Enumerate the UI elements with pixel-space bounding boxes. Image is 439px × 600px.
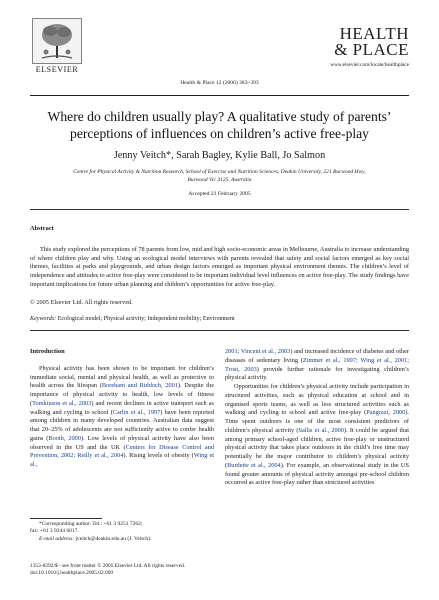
citation-link[interactable]: Sallis et al., 2000: [298, 426, 344, 434]
keywords-list: Ecological model; Physical activity; Independent mobility; Environment: [56, 316, 235, 322]
abstract-text: This study explored the perceptions of 78 parents from low, mid and high socio-economic areas in Melbourne, Australia to increase understanding of where children play and why. Using an ecological model interviews with parents revealed that safety and social factors emerged as key social themes, facilities at parks and playgrounds, and urban design factors emerged as important physical environment themes. The children’s level of independence and attitudes to active free-play were considered to be important individual level influences on active free-play. The study findings have important implications for future urban planning and children’s opportunities for active free-play.: [30, 246, 409, 288]
citation-link[interactable]: Zimmet et al., 1997; Wing et al., 2001; Trost, 2003: [225, 356, 410, 373]
text-run: ). Rising levels of obesity (: [123, 452, 194, 460]
title-line-2: perceptions of influences on children’s active free-play: [70, 126, 369, 141]
text-run: ) have been reported among children in many developed countries. Australian data suggest that 20–25% of adolescents are not sufficiently active to confer health gains (: [30, 408, 214, 442]
text-run: Opportunities for children’s physical activity include participation in structured activities, such as physical education at school and in organised sports teams, as well as less structured activities such as walking and cycling to school and active free-play (: [225, 383, 409, 417]
footnote-line-1: *Corresponding author. Tel.: +61 3 9251 7262;: [39, 521, 143, 527]
keywords-label: Keywords:: [30, 316, 57, 322]
citation-link[interactable]: 2001; Vincent et al., 2003: [225, 348, 291, 355]
introduction-heading: Introduction: [30, 348, 65, 355]
header-divider: [30, 95, 409, 96]
email-label: E-mail address:: [39, 535, 75, 542]
intro-paragraph-2: [225, 383, 409, 488]
affiliation: [40, 168, 399, 184]
intro-paragraph-1: [30, 365, 214, 470]
accepted-date: Accepted 23 February 2005: [188, 191, 251, 197]
citation-link[interactable]: Tomkinson et al., 2003: [32, 399, 92, 407]
elsevier-tree-icon: [32, 18, 82, 64]
text-run: ) and recent declines in active transport such as walking and cycling to school (: [30, 399, 214, 416]
text-run: ) provide further rationale for investigating children’s physical activity.: [225, 365, 410, 382]
footnote-line-2: fax: +61 3 9244 6017.: [30, 528, 79, 535]
text-run: ). For example, an observational study in the US found greater amounts of physical activity amongst pre-school children occurred as active free-play rather than structured activities: [225, 461, 409, 487]
intro-paragraph-1-continued: [225, 348, 409, 383]
author-list: Jenny Veitch*, Sarah Bagley, Kylie Ball, Jo Salmon: [113, 150, 326, 161]
text-run: ) and increased incidence of diabetes and other diseases of sedentary living (: [225, 348, 409, 364]
citation-link[interactable]: Wing et al.,: [30, 452, 214, 468]
affiliation-line-1: Centre for Physical Activity & Nutrition Research, School of Exercise and Nutrition Sciences, Deakin University, 221 Burwood Hwy,: [73, 169, 366, 175]
issn-block: [30, 563, 185, 578]
journal-reference: Health & Place 12 (2006) 383–393: [180, 80, 259, 86]
journal-brand: [330, 26, 409, 68]
text-run: ). It could be argued that among primary school-aged children, active free-play or unstructured physical activity that takes place outdoors in the child’s free time may potentially be the major contributor to children’s physical activity (: [225, 426, 409, 469]
publisher-name: ELSEVIER: [35, 65, 79, 74]
title-line-1: Where do children usually play? A qualitative study of parents’: [47, 109, 392, 124]
citation-link[interactable]: Booth, 2000: [48, 434, 81, 442]
corresponding-author-footnote: [30, 521, 220, 543]
footnote-divider: [30, 518, 102, 519]
text-run: ). Time spent outdoors is one of the most consistent predictors of children’s physical activity (: [225, 409, 409, 434]
footnote-email: [30, 536, 220, 543]
journal-title-line2: & PLACE: [334, 40, 409, 59]
abstract-heading: Abstract: [30, 225, 54, 232]
keywords: [30, 316, 235, 322]
citation-link[interactable]: Centers for Disease Control and Prevention, 2002; Reilly et al., 2004: [30, 443, 214, 460]
abstract-divider: [30, 209, 409, 210]
elsevier-logo: [30, 18, 84, 78]
body-column-left: [30, 348, 214, 470]
body-divider: [30, 330, 409, 331]
citation-link[interactable]: Pangrazi, 2000: [366, 409, 406, 417]
citation-link[interactable]: Carlin et al., 1997: [112, 408, 161, 416]
article-title: [30, 108, 409, 142]
copyright-notice: © 2005 Elsevier Ltd. All rights reserved.: [30, 299, 133, 306]
text-run: ). Low levels of physical activity have also been observed in the US and the UK (: [30, 434, 214, 451]
citation-link[interactable]: Boreham and Riddoch, 2001: [101, 382, 178, 390]
affiliation-line-2: Burwood Vic 3125, Australia: [187, 177, 252, 183]
journal-title-line1: HEALTH: [339, 24, 409, 43]
journal-url[interactable]: www.elsevier.com/locate/healthplace: [330, 62, 409, 68]
text-run: ). Despite the importance of physical activity to health, low levels of fitness (: [30, 382, 214, 407]
front-matter-line: 1353-8292/$ - see front matter © 2005 Elsevier Ltd. All rights reserved.: [30, 563, 186, 569]
doi-line[interactable]: doi:10.1016/j.healthplace.2005.02.009: [30, 570, 114, 577]
body-column-right: [225, 348, 409, 488]
text-run: Physical activity has been shown to be important for children’s immediate social, mental and physical health, as well as protective to health across the lifespan (: [30, 364, 214, 390]
email-address[interactable]: jveitch@deakin.edu.au (J. Veitch).: [74, 535, 152, 542]
citation-link[interactable]: Burdette et al., 2004: [227, 461, 281, 469]
